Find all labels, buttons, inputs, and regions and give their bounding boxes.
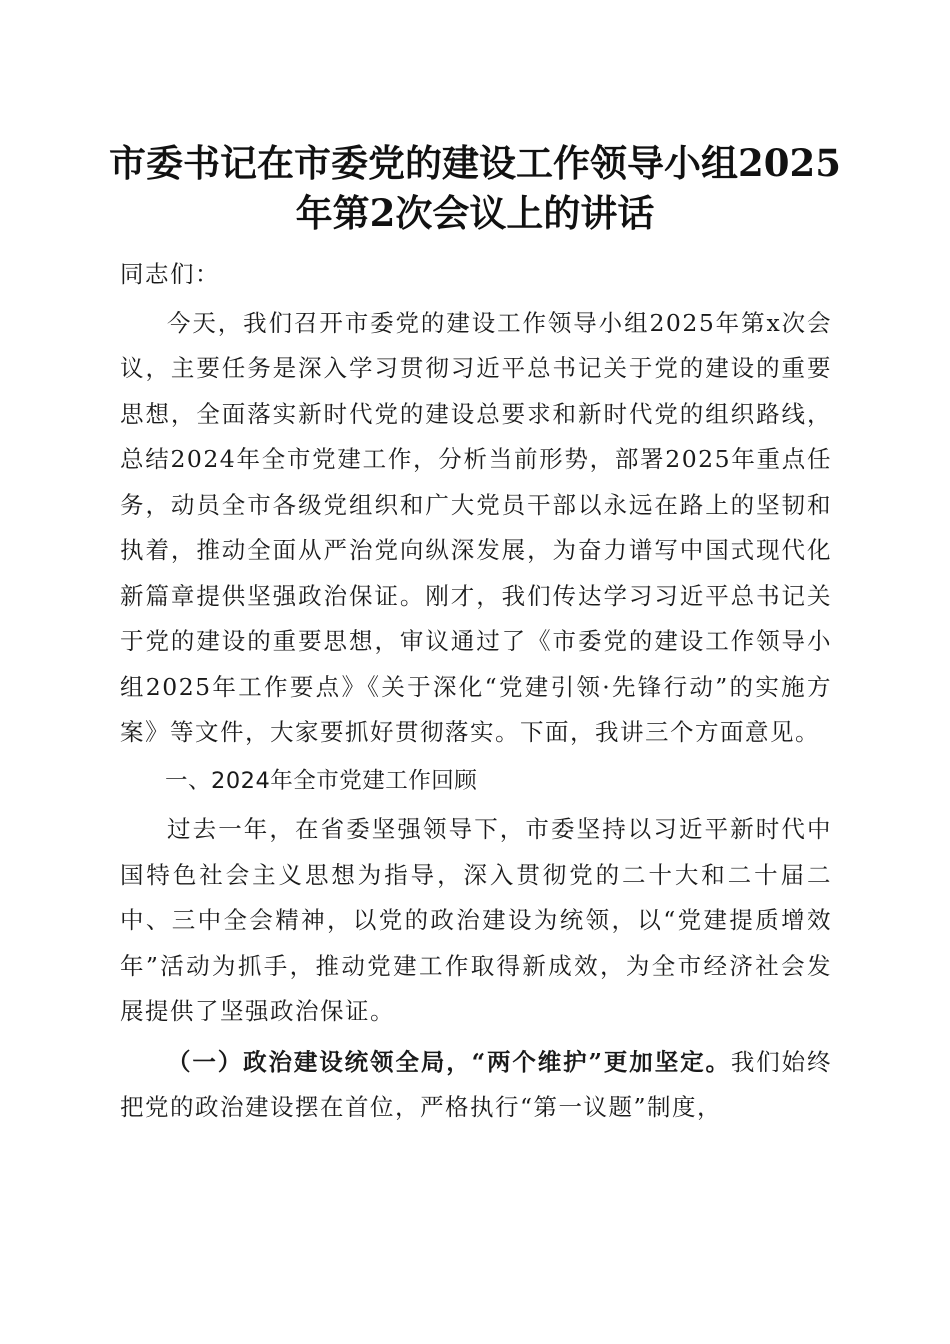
- subsection-paragraph: [120, 1040, 832, 1131]
- salutation: 同志们：: [120, 260, 220, 288]
- subsection-heading: （一）政治建设统领全局，“两个维护”更加坚定。: [167, 1047, 731, 1076]
- subsection-text: 我们始终把党的政治建设摆在首位，严格执行“第一议题”制度，: [120, 1047, 832, 1121]
- document-title: 市委书记在市委党的建设工作领导小组2025年第2次会议上的讲话: [109, 141, 841, 235]
- section-paragraph: 过去一年，在省委坚强领导下，市委坚持以习近平新时代中国特色社会主义思想为指导，深入贯彻党的二十大和二十届二中、三中全会精神，以党的政治建设为统领，以“党建提质增效年”活动为抓手，推动党建工作取得新成效，为全市经济社会发展提供了坚强政治保证。: [120, 815, 832, 1025]
- section-heading: 一、2024年全市党建工作回顾: [165, 767, 478, 794]
- intro-paragraph: 今天，我们召开市委党的建设工作领导小组2025年第x次会议，主要任务是深入学习贯彻习近平总书记关于党的建设的重要思想，全面落实新时代党的建设总要求和新时代党的组织路线，总结2024年全市党建工作，分析当前形势，部署2025年重点任务，动员全市各级党组织和广大党员干部以永远在路上的坚韧和执着，推动全面从严治党向纵深发展，为奋力谱写中国式现代化新篇章提供坚强政治保证。刚才，我们传达学习习近平总书记关于党的建设的重要思想，审议通过了《市委党的建设工作领导小组2025年工作要点》《关于深化“党建引领·先锋行动”的实施方案》等文件，大家要抓好贯彻落实。下面，我讲三个方面意见。: [120, 308, 832, 746]
- document-body: [120, 252, 832, 1131]
